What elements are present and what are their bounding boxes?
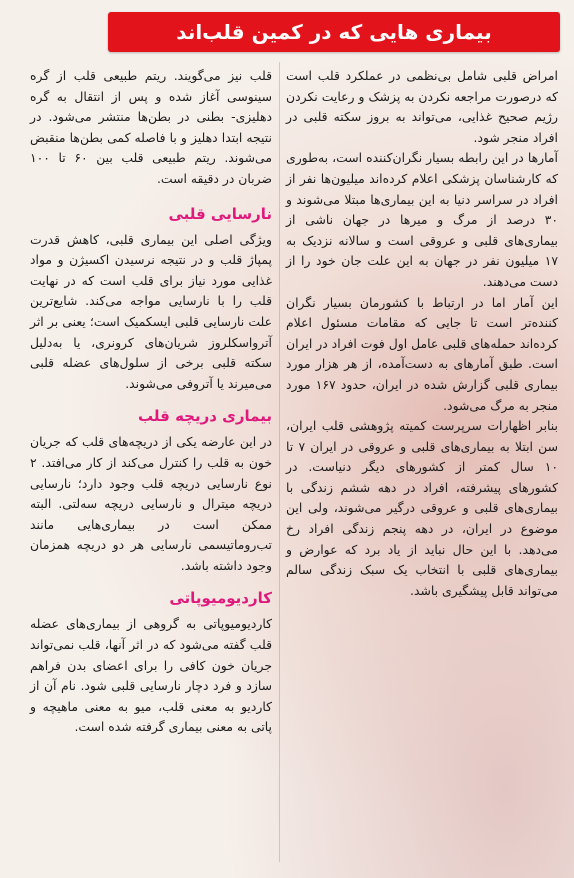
- paragraph: بنابر اظهارات سرپرست کمیته پژوهشی قلب ایران، سن ابتلا به بیماری‌های قلبی و عروقی در ایران ۷ تا ۱۰ سال کمتر از کشورهای دیگر دنیاست. در کشورهای پیشرفته، افراد در دهه ششم زندگی با بیماری‌های قلبی و عروقی درگیر می‌شوند، ولی این موضوع در ایران، در دهه پنجم زندگی افراد رخ می‌دهد. با این حال نباید از یاد برد که عوارض و بیماری‌های قلبی با انتخاب یک سبک زندگی سالم می‌تواند قابل پیشگیری باشد.: [286, 418, 558, 598]
- column-divider: [279, 62, 280, 862]
- section-heading-valve-disease: بیماری دریچه قلب: [138, 407, 272, 426]
- section-body-cardiomyopathy: کاردیومیوپاتی به گروهی از بیماری‌های عضله قلب گفته می‌شود که در اثر آنها، قلب نمی‌تواند جریان خون کافی را برای اعضای بدن فراهم سازد و فرد دچار نارسایی قلبی شود. نام آن از کاردیو به معنی قلب، میو به معنی ماهیچه و پاتی به معنی بیماری گرفته شده است.: [30, 616, 272, 735]
- section-heading-cardiomyopathy: کاردیومیوپاتی: [169, 589, 272, 608]
- section-body-valve-disease: در این عارضه یکی از دریچه‌های قلب که جریان خون به قلب را کنترل می‌کند از کار می‌افتد. ۲ نوع نارسایی دریچه قلب وجود دارد؛ نارسایی دریچه میترال و نارسایی دریچه سه‌لتی. البته ممکن است در بیماری‌هایی مانند تب‌روماتیسمی نارسایی هر دو دریچه همزمان وجود داشته باشد.: [30, 434, 272, 573]
- title-banner: [108, 12, 560, 52]
- right-column: [286, 66, 558, 601]
- section-heading-heart-failure: نارسایی قلبی: [168, 204, 272, 223]
- paragraph: این آمار اما در ارتباط با کشورمان بسیار نگران کننده‌تر است تا جایی که مقامات مسئول اعلام کرده‌اند حمله‌های قلبی عامل اول فوت افراد در ایران است. طبق آمارهای به دست‌آمده، از هر هزار مورد بیماری قلبی گزارش شده در ایران، حدود ۱۶۷ مورد منجر به مرگ می‌شود.: [286, 294, 558, 413]
- article-title: بیماری هایی که در کمین قلب‌اند: [176, 20, 492, 44]
- left-column: [30, 66, 272, 738]
- section-body-heart-failure: ویژگی اصلی این بیماری قلبی، کاهش قدرت پمپاژ قلب و در نتیجه نرسیدن اکسیژن و مواد غذایی مورد نیاز برای قلب است که در نهایت قلب را با نارسایی مواجه می‌کند. شایع‌ترین علت نارسایی قلبی ایسکمیک است؛ یعنی بر اثر آترواسکلروز شریان‌های کرونری، یا به‌دلیل سکته قلبی برخی از سلول‌های عضله قلبی می‌میرند یا آتروفی می‌شوند.: [30, 231, 272, 391]
- paragraph: امراض قلبی شامل بی‌نظمی در عملکرد قلب است که درصورت مراجعه نکردن به پزشک و رعایت نکردن رژیم صحیح غذایی، می‌تواند به بروز سکته قلبی در افراد منجر شود.: [286, 68, 558, 145]
- paragraph: آمارها در این رابطه بسیار نگران‌کننده است، به‌طوری که کارشناسان پزشکی اعلام کرده‌اند میلیون‌ها نفر از افراد در سراسر دنیا به این بیماری‌ها مبتلا می‌شوند و ۳۰ درصد از مرگ و میرها در جهان ناشی از بیماری‌های قلبی و عروقی است و سالانه نزدیک به ۱۷ میلیون نفر در جهان به این علت جان خود را از دست می‌دهند.: [286, 150, 558, 289]
- intro-paragraph: قلب نیز می‌گویند. ریتم طبیعی قلب از گره سینوسی آغاز شده و پس از انتقال به گره دهلیزی- بطنی در بطن‌ها منتشر می‌شود. در نتیجه ابتدا دهلیز و با فاصله کمی بطن‌ها منقبض می‌شوند. ریتم طبیعی قلب بین ۶۰ تا ۱۰۰ ضربان در دقیقه است.: [30, 68, 272, 186]
